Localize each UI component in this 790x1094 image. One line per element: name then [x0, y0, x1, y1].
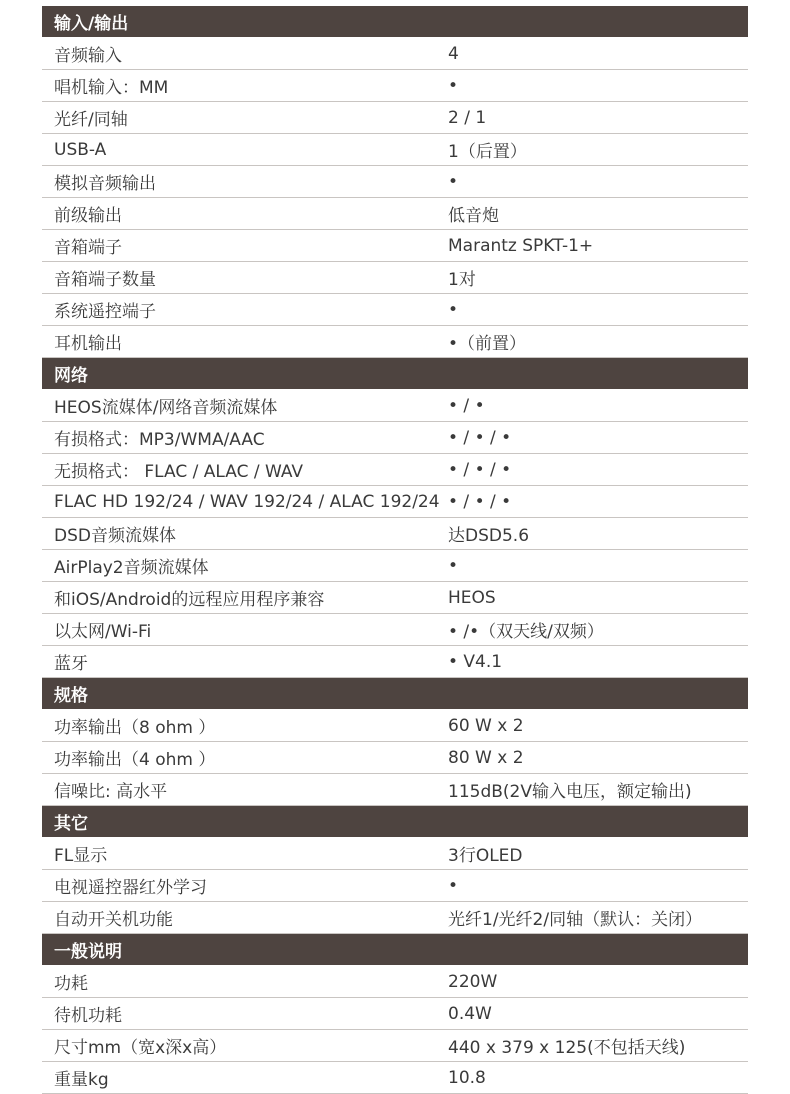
spec-row	[42, 582, 748, 614]
spec-value: 10.8	[448, 1067, 486, 1088]
spec-label: 音箱端子	[54, 238, 122, 258]
spec-row	[42, 774, 748, 806]
spec-label: 重量kg	[54, 1070, 109, 1090]
spec-row	[42, 422, 748, 454]
spec-row	[42, 518, 748, 550]
section-header-io: 输入/输出	[42, 6, 748, 37]
spec-row	[42, 454, 748, 486]
spec-label: 光纤/同轴	[54, 110, 128, 130]
spec-label: FL显示	[54, 846, 108, 866]
spec-label: 功耗	[54, 974, 88, 994]
spec-row	[42, 198, 748, 230]
spec-label: FLAC HD 192/24 / WAV 192/24 / ALAC 192/24	[54, 491, 440, 512]
spec-value: 0.4W	[448, 1003, 492, 1024]
spec-value: 440 x 379 x 125(不包括天线)	[448, 1038, 686, 1058]
spec-label: 信噪比: 高水平	[54, 782, 168, 802]
spec-value: 达DSD5.6	[448, 526, 530, 546]
spec-row	[42, 966, 748, 998]
spec-row	[42, 614, 748, 646]
spec-label: USB-A	[54, 139, 107, 160]
spec-label: 待机功耗	[54, 1006, 122, 1026]
section-header-general: 一般说明	[42, 934, 748, 965]
spec-value: •	[448, 75, 459, 96]
spec-label: 尺寸mm（宽x深x高）	[54, 1038, 227, 1058]
spec-label: 和iOS/Android的远程应用程序兼容	[54, 590, 325, 610]
spec-label: 功率输出（8 ohm ）	[54, 718, 216, 738]
spec-label: 音频输入	[54, 46, 122, 66]
spec-table	[42, 6, 748, 1094]
spec-label: 唱机输入：MM	[54, 78, 169, 98]
spec-row	[42, 742, 748, 774]
spec-row	[42, 294, 748, 326]
spec-row	[42, 646, 748, 678]
spec-value: • V4.1	[448, 651, 503, 672]
spec-row	[42, 870, 748, 902]
spec-label: 系统遥控端子	[54, 302, 156, 322]
spec-value: 低音炮	[448, 206, 499, 226]
spec-value: 80 W x 2	[448, 747, 524, 768]
spec-label: 前级输出	[54, 206, 122, 226]
spec-row	[42, 166, 748, 198]
spec-label: 音箱端子数量	[54, 270, 156, 290]
spec-row	[42, 1062, 748, 1094]
spec-row	[42, 1030, 748, 1062]
spec-label: 以太网/Wi-Fi	[54, 622, 152, 642]
spec-row	[42, 262, 748, 294]
spec-label: 蓝牙	[54, 654, 88, 674]
spec-row	[42, 102, 748, 134]
spec-row	[42, 902, 748, 934]
spec-label: HEOS流媒体/网络音频流媒体	[54, 398, 278, 418]
spec-value: • / • / •	[448, 491, 512, 512]
section-header-other: 其它	[42, 806, 748, 837]
spec-row	[42, 998, 748, 1030]
spec-value: •	[448, 171, 459, 192]
spec-value: • / •	[448, 395, 485, 416]
spec-value: •（前置）	[448, 334, 527, 354]
spec-value: • / • / •	[448, 459, 512, 480]
spec-value: 3行OLED	[448, 846, 523, 866]
section-header-specs: 规格	[42, 678, 748, 709]
spec-value: •	[448, 555, 459, 576]
spec-label: DSD音频流媒体	[54, 526, 176, 546]
spec-label: 无损格式： FLAC / ALAC / WAV	[54, 462, 304, 482]
spec-row	[42, 70, 748, 102]
spec-row	[42, 838, 748, 870]
spec-label: 功率输出（4 ohm ）	[54, 750, 216, 770]
spec-label: 有损格式：MP3/WMA/AAC	[54, 430, 265, 450]
spec-value: 115dB(2V输入电压，额定输出)	[448, 782, 692, 802]
spec-value: HEOS	[448, 587, 496, 608]
spec-value: Marantz SPKT-1+	[448, 235, 594, 256]
spec-row	[42, 230, 748, 262]
spec-row	[42, 326, 748, 358]
spec-label: 自动开关机功能	[54, 910, 173, 930]
spec-row	[42, 390, 748, 422]
spec-label: 模拟音频输出	[54, 174, 156, 194]
spec-label: 电视遥控器红外学习	[54, 878, 207, 898]
spec-row	[42, 550, 748, 582]
spec-value: 4	[448, 43, 459, 64]
spec-value: • /•（双天线/双频）	[448, 622, 604, 642]
section-header-network: 网络	[42, 358, 748, 389]
spec-value: •	[448, 875, 459, 896]
spec-value: 220W	[448, 971, 498, 992]
spec-row	[42, 486, 748, 518]
spec-value: 1（后置）	[448, 142, 527, 162]
spec-row	[42, 134, 748, 166]
spec-row	[42, 38, 748, 70]
spec-label: 耳机输出	[54, 334, 122, 354]
spec-label: AirPlay2音频流媒体	[54, 558, 209, 578]
spec-row	[42, 710, 748, 742]
spec-value: •	[448, 299, 459, 320]
spec-value: 2 / 1	[448, 107, 487, 128]
spec-value: 1对	[448, 270, 476, 290]
spec-value: • / • / •	[448, 427, 512, 448]
spec-value: 光纤1/光纤2/同轴（默认：关闭）	[448, 910, 703, 930]
spec-value: 60 W x 2	[448, 715, 524, 736]
